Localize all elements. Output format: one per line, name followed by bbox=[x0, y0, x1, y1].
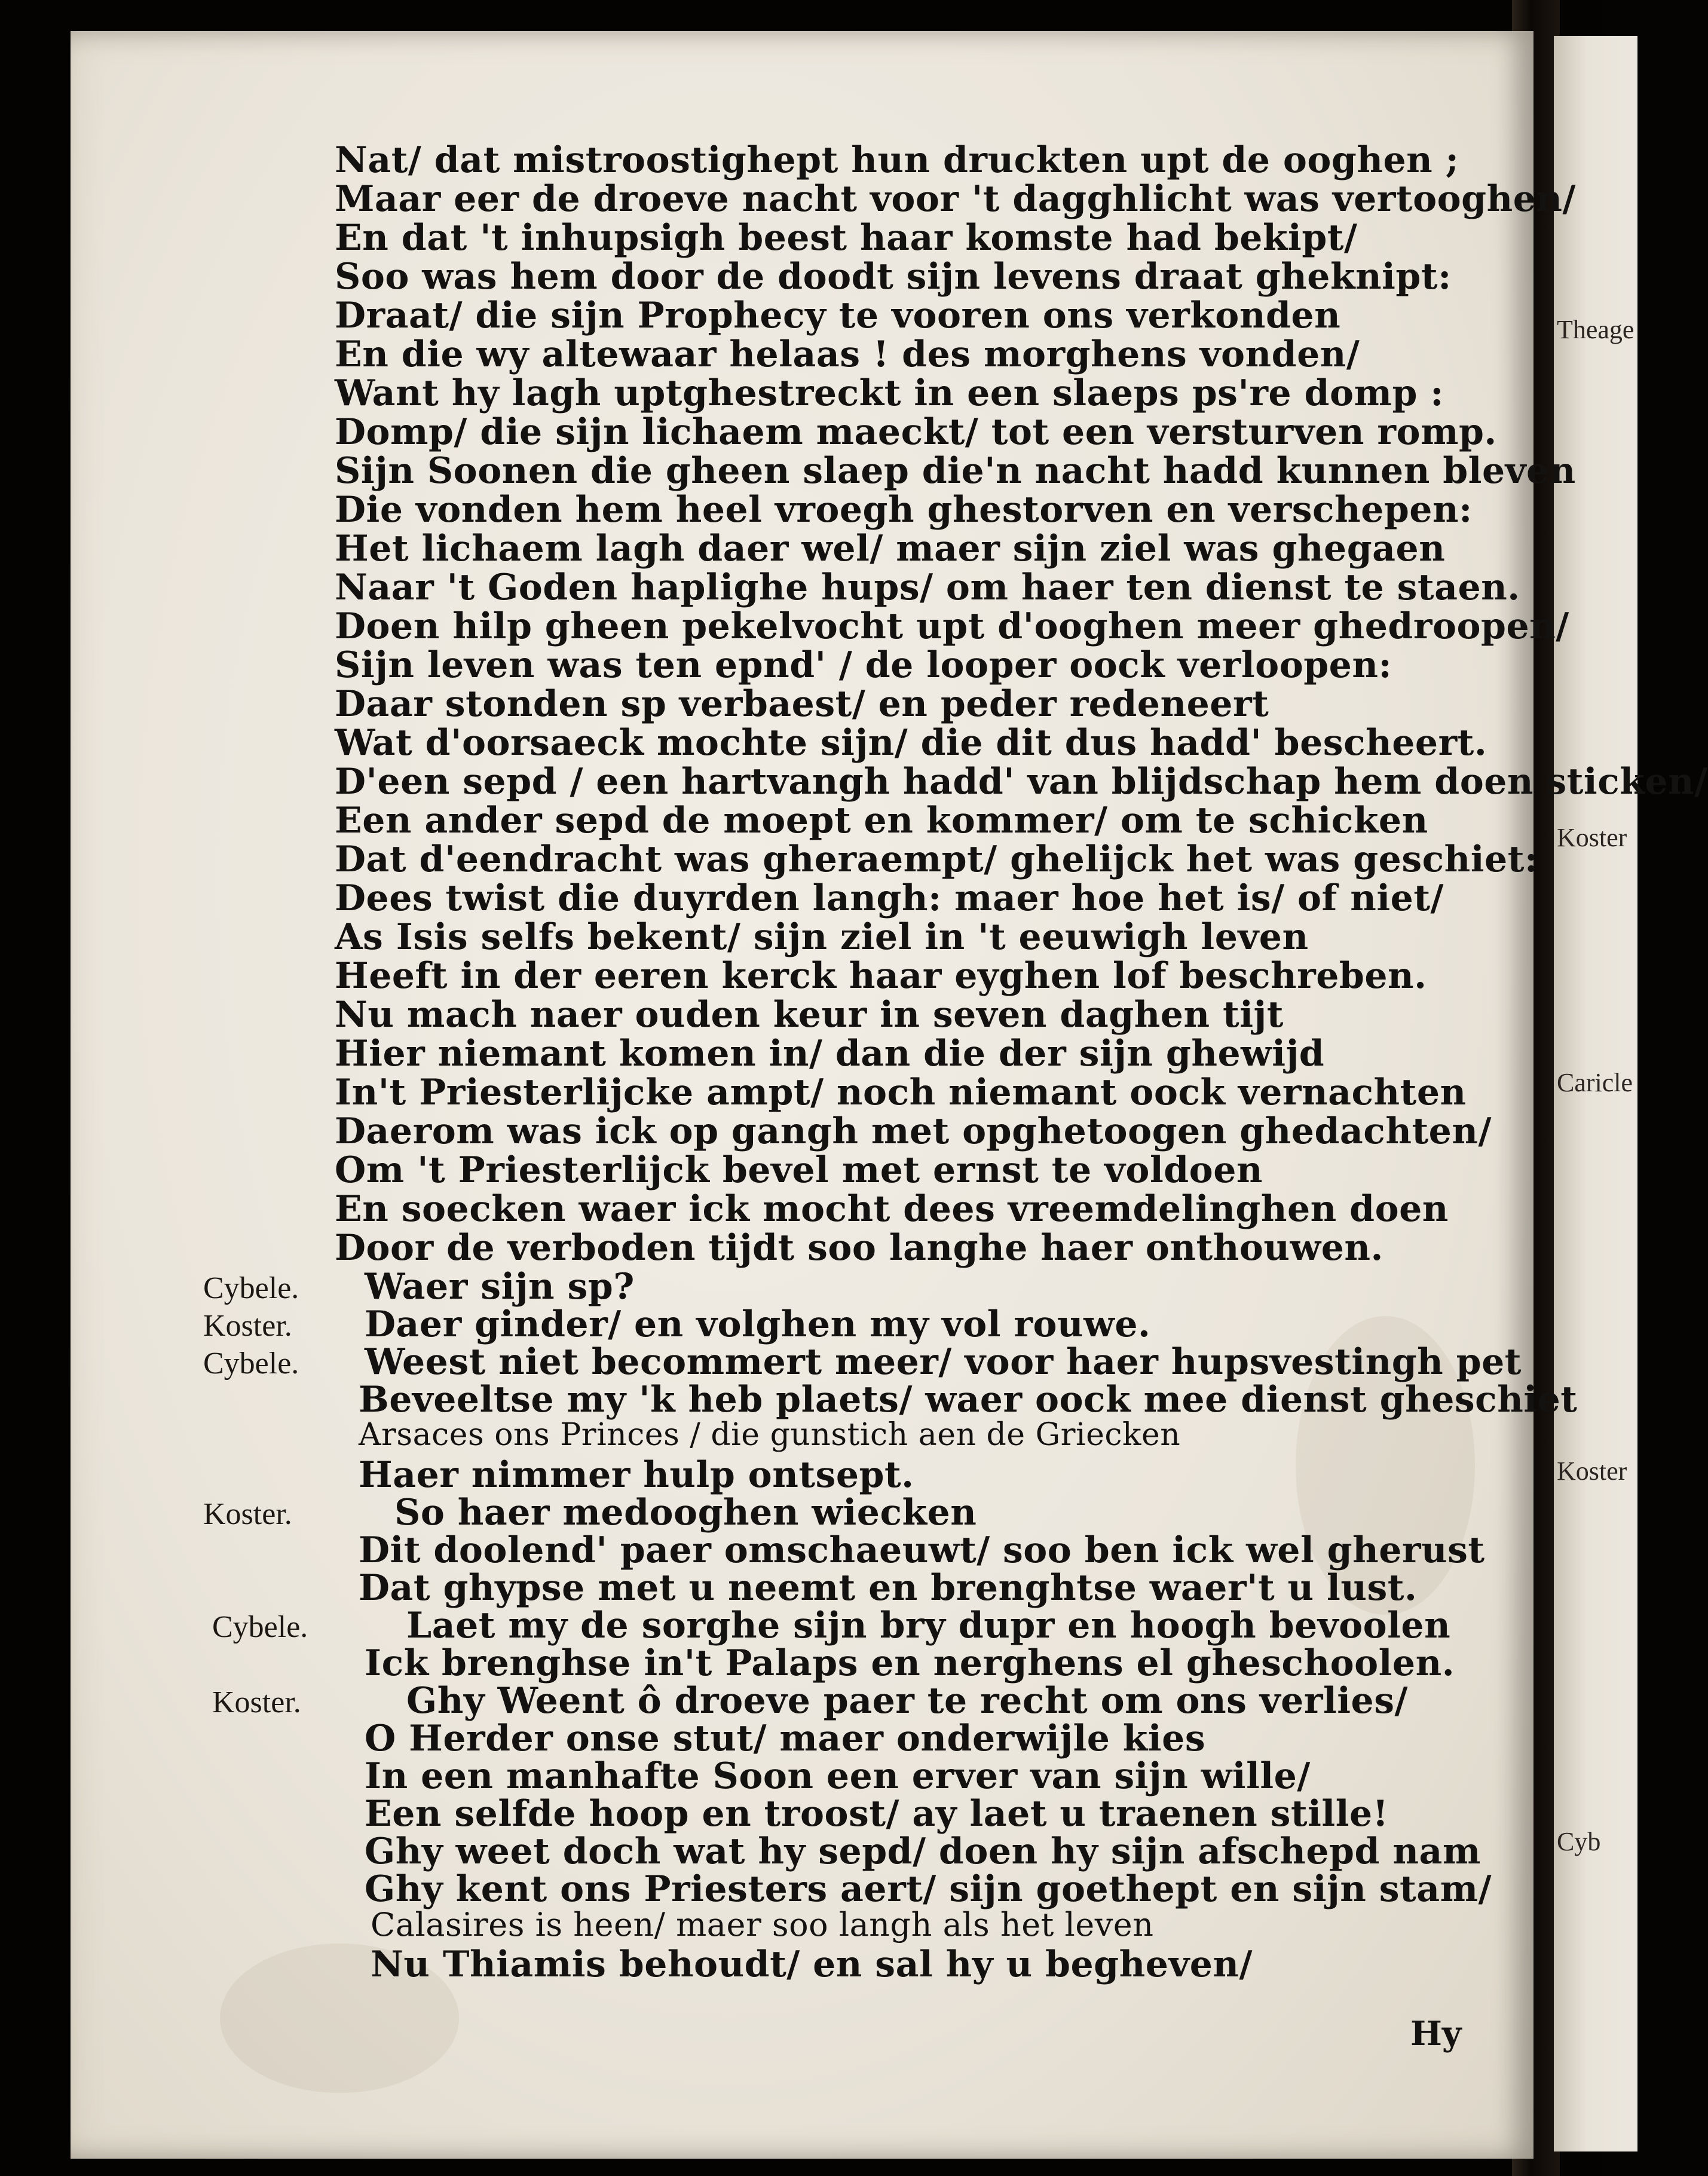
dialogue-line: Weest niet becommert meer/ voor haer hupsvestingh pet bbox=[365, 1341, 1522, 1383]
text-line: Doen hilp gheen pekelvocht upt d'ooghen meer ghedroopen/ bbox=[335, 605, 1569, 647]
text-line: Sijn leven was ten epnd' / de looper oock verloopen: bbox=[335, 644, 1392, 686]
text-line: Dat d'eendracht was gheraempt/ ghelijck het was geschiet: bbox=[335, 838, 1538, 880]
dialogue-line: Ghy weet doch wat hy sepd/ doen hy sijn afschepd nam bbox=[365, 1831, 1481, 1872]
dialogue-line: Dit doolend' paer omschaeuwt/ soo ben ick wel gherust bbox=[359, 1529, 1485, 1571]
text-line: Maar eer de droeve nacht voor 't dagghlicht was vertooghen/ bbox=[335, 178, 1576, 220]
text-line: Domp/ die sijn lichaem maeckt/ tot een versturven romp. bbox=[335, 411, 1497, 453]
dialogue-line: Laet my de sorghe sijn bry dupr en hoogh bevoolen bbox=[406, 1605, 1451, 1646]
text-line: Het lichaem lagh daer wel/ maer sijn ziel was ghegaen bbox=[335, 528, 1446, 570]
facing-margin-word: Caricle bbox=[1557, 1068, 1633, 1097]
facing-margin-word: Cyb bbox=[1557, 1827, 1601, 1856]
dialogue-line: Arsaces ons Princes / die gunstich aen de Griecken bbox=[359, 1417, 1181, 1453]
speaker-name: Koster. bbox=[212, 1685, 301, 1719]
dialogue-line: Beveeltse my 'k heb plaets/ waer oock mee dienst gheschiet bbox=[359, 1379, 1578, 1421]
text-line: Nu mach naer ouden keur in seven daghen tijt bbox=[335, 994, 1284, 1036]
dialogue-line: Dat ghypse met u neemt en brenghtse waer't u lust. bbox=[359, 1567, 1418, 1609]
text-line: Nat/ dat mistroostighept hun druckten upt de ooghen ; bbox=[335, 139, 1459, 181]
text-line: In't Priesterlijcke ampt/ noch niemant oock vernachten bbox=[335, 1072, 1467, 1113]
text-line: Daar stonden sp verbaest/ en peder redeneert bbox=[335, 683, 1269, 725]
dialogue-line: Ick brenghse in't Palaps en nerghens el gheschoolen. bbox=[365, 1642, 1455, 1684]
text-line: Wat d'oorsaeck mochte sijn/ die dit dus hadd' bescheert. bbox=[335, 722, 1487, 764]
text-line: Heeft in der eeren kerck haar eyghen lof beschreben. bbox=[335, 955, 1427, 997]
text-line: Om 't Priesterlijck bevel met ernst te voldoen bbox=[335, 1149, 1263, 1191]
text-line: En die wy altewaar helaas ! des morghens vonden/ bbox=[335, 333, 1360, 375]
dialogue-line: Ghy Weent ô droeve paer te recht om ons verlies/ bbox=[406, 1680, 1408, 1722]
dialogue-line: Een selfde hoop en troost/ ay laet u traenen stille! bbox=[365, 1793, 1389, 1835]
text-line: Dees twist die duyrden langh: maer hoe het is/ of niet/ bbox=[335, 877, 1444, 919]
dialogue-line: In een manhafte Soon een erver van sijn wille/ bbox=[365, 1755, 1311, 1797]
text-line: Draat/ die sijn Prophecy te vooren ons verkonden bbox=[335, 295, 1341, 336]
text-line: Want hy lagh uptghestreckt in een slaeps ps're domp : bbox=[335, 372, 1444, 414]
dialogue-line: So haer medooghen wiecken bbox=[394, 1492, 977, 1534]
text-line: En soecken waer ick mocht dees vreemdelinghen doen bbox=[335, 1188, 1449, 1230]
text-line: Naar 't Goden haplighe hups/ om haer ten dienst te staen. bbox=[335, 567, 1520, 608]
text-line: En dat 't inhupsigh beest haar komste had bekipt/ bbox=[335, 217, 1358, 259]
speaker-name: Koster. bbox=[203, 1497, 292, 1531]
dialogue-line: Haer nimmer hulp ontsept. bbox=[359, 1454, 914, 1496]
dialogue-line: Ghy kent ons Priesters aert/ sijn goethept en sijn stam/ bbox=[365, 1868, 1492, 1910]
speaker-name: Koster. bbox=[203, 1309, 292, 1343]
catchword: Hy bbox=[1410, 2014, 1462, 2053]
text-line: As Isis selfs bekent/ sijn ziel in 't eeuwigh leven bbox=[335, 916, 1309, 958]
speaker-name: Cybele. bbox=[203, 1271, 299, 1305]
facing-margin-word: Theage bbox=[1557, 315, 1634, 344]
text-line: Door de verboden tijdt soo langhe haer onthouwen. bbox=[335, 1227, 1383, 1269]
facing-margin-word: Koster bbox=[1557, 1456, 1627, 1486]
text-line: Hier niemant komen in/ dan die der sijn ghewijd bbox=[335, 1033, 1325, 1075]
text-line: Daerom was ick op gangh met opghetoogen ghedachten/ bbox=[335, 1110, 1492, 1152]
text-line: Die vonden hem heel vroegh ghestorven en verschepen: bbox=[335, 489, 1473, 531]
speaker-name: Cybele. bbox=[212, 1610, 308, 1644]
dialogue-line: Daer ginder/ en volghen my vol rouwe. bbox=[365, 1303, 1151, 1345]
dialogue-line: Nu Thiamis behoudt/ en sal hy u begheven/ bbox=[371, 1944, 1253, 1985]
text-line: D'een sepd / een hartvangh hadd' van blijdschap hem doen sticken/ bbox=[335, 761, 1708, 803]
text-line: Sijn Soonen die gheen slaep die'n nacht hadd kunnen bleven bbox=[335, 450, 1576, 492]
text-line: Soo was hem door de doodt sijn levens draat gheknipt: bbox=[335, 256, 1452, 298]
speaker-name: Cybele. bbox=[203, 1346, 299, 1381]
text-line: Een ander sepd de moept en kommer/ om te schicken bbox=[335, 800, 1428, 841]
dialogue-line: Calasires is heen/ maer soo langh als het leven bbox=[371, 1906, 1154, 1944]
facing-margin-word: Koster bbox=[1557, 823, 1627, 852]
dialogue-line: O Herder onse stut/ maer onderwijle kies bbox=[365, 1718, 1206, 1759]
dialogue-line: Waer sijn sp? bbox=[365, 1266, 635, 1308]
